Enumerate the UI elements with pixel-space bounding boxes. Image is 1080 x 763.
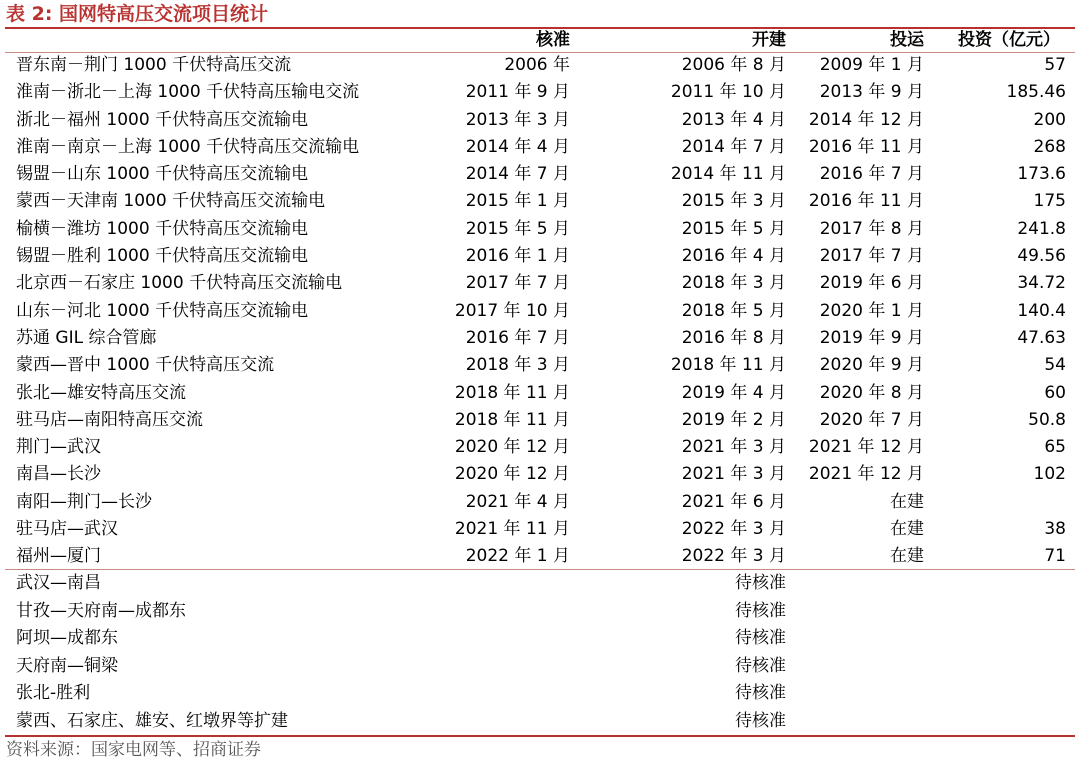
table-row: [0, 516, 1080, 543]
investment-value: 50.8: [1028, 409, 1066, 430]
table-row: [0, 79, 1080, 106]
start-date: 2022 年 3 月: [681, 546, 786, 567]
table-row: [0, 543, 1080, 570]
project-name: 山东－河北 1000 千伏特高压交流输电: [16, 300, 309, 321]
table-row: [0, 188, 1080, 215]
start-date: 2021 年 6 月: [681, 491, 786, 512]
table-row: [0, 434, 1080, 461]
project-name: 北京西－石家庄 1000 千伏特高压交流输电: [16, 273, 343, 294]
investment-value: 71: [1044, 546, 1066, 567]
project-name: 天府南—铜梁: [16, 655, 118, 676]
start-date: 2015 年 3 月: [681, 191, 786, 212]
investment-value: 49.56: [1017, 246, 1066, 267]
operation-date: 2019 年 9 月: [819, 327, 924, 348]
approval-date: 2018 年 11 月: [454, 382, 570, 403]
project-table: [0, 52, 1080, 571]
operation-date: 2021 年 12 月: [808, 437, 924, 458]
status-text: 待核准: [735, 600, 786, 621]
approval-date: 2017 年 7 月: [465, 273, 570, 294]
project-name: 淮南－浙北－上海 1000 千伏特高压输电交流: [16, 82, 360, 103]
project-name: 南昌—长沙: [16, 464, 101, 485]
source-note: 资料来源：国家电网等、招商证券: [6, 740, 261, 760]
table-row: [0, 107, 1080, 134]
approval-date: 2013 年 3 月: [465, 109, 570, 130]
project-name: 锡盟－胜利 1000 千伏特高压交流输电: [16, 246, 309, 267]
operation-date: 2017 年 7 月: [819, 246, 924, 267]
bottom-rule: [5, 735, 1075, 737]
start-date: 2018 年 3 月: [681, 273, 786, 294]
project-name: 蒙西、石家庄、雄安、红墩界等扩建: [16, 710, 288, 731]
start-date: 2013 年 4 月: [681, 109, 786, 130]
table-row: [0, 243, 1080, 270]
start-date: 2019 年 4 月: [681, 382, 786, 403]
status-text: 待核准: [735, 655, 786, 676]
table-row: [0, 134, 1080, 161]
start-date: 2015 年 5 月: [681, 218, 786, 239]
investment-value: 200: [1033, 109, 1066, 130]
investment-value: 47.63: [1017, 327, 1066, 348]
operation-date: 2020 年 9 月: [819, 355, 924, 376]
project-name: 甘孜—天府南—成都东: [16, 600, 186, 621]
approval-date: 2018 年 11 月: [454, 409, 570, 430]
investment-value: 268: [1033, 136, 1066, 157]
table-row: [0, 216, 1080, 243]
project-name: 苏通 GIL 综合管廊: [16, 327, 157, 348]
approval-date: 2017 年 10 月: [454, 300, 570, 321]
investment-value: 185.46: [1006, 82, 1066, 103]
start-date: 2016 年 8 月: [681, 327, 786, 348]
project-name: 锡盟－山东 1000 千伏特高压交流输电: [16, 164, 309, 185]
approval-date: 2015 年 1 月: [465, 191, 570, 212]
header-approval: 核准: [536, 30, 570, 50]
approval-date: 2014 年 7 月: [465, 164, 570, 185]
approval-date: 2016 年 7 月: [465, 327, 570, 348]
operation-date: 2021 年 12 月: [808, 464, 924, 485]
status-text: 待核准: [735, 683, 786, 703]
operation-date: 在建: [890, 519, 924, 540]
table-row: [0, 708, 1080, 736]
operation-date: 2014 年 12 月: [808, 109, 924, 130]
investment-value: 241.8: [1017, 218, 1066, 239]
project-name: 蒙西—晋中 1000 千伏特高压交流: [16, 355, 275, 376]
investment-value: 38: [1044, 519, 1066, 540]
investment-value: 60: [1044, 382, 1066, 403]
start-date: 2022 年 3 月: [681, 519, 786, 540]
start-date: 2018 年 5 月: [681, 300, 786, 321]
investment-value: 65: [1044, 437, 1066, 458]
table-row: [0, 270, 1080, 297]
project-name: 驻马店—南阳特高压交流: [16, 409, 203, 430]
approval-date: 2006 年: [504, 55, 570, 75]
table-row: [0, 625, 1080, 653]
table-row: [0, 489, 1080, 516]
start-date: 2018 年 11 月: [670, 355, 786, 376]
investment-value: 57: [1044, 55, 1066, 75]
table-row: [0, 461, 1080, 488]
table-row: [0, 380, 1080, 407]
pending-table: [0, 570, 1080, 735]
project-name: 阿坝—成都东: [16, 628, 118, 648]
approval-date: 2016 年 1 月: [465, 246, 570, 267]
table-row: [0, 298, 1080, 325]
approval-date: 2021 年 11 月: [454, 519, 570, 540]
investment-value: 173.6: [1017, 164, 1066, 185]
status-text: 待核准: [735, 573, 786, 593]
header-investment: 投资（亿元）: [958, 30, 1060, 50]
project-name: 南阳—荆门—长沙: [16, 491, 152, 512]
project-name: 蒙西－天津南 1000 千伏特高压交流输电: [16, 191, 326, 212]
header-operation: 投运: [890, 30, 924, 50]
operation-date: 2020 年 1 月: [819, 300, 924, 321]
operation-date: 2016 年 11 月: [808, 136, 924, 157]
table-row: [0, 653, 1080, 681]
project-name: 榆横－潍坊 1000 千伏特高压交流输电: [16, 218, 309, 239]
investment-value: 175: [1033, 191, 1066, 212]
header-start: 开建: [752, 30, 786, 50]
start-date: 2014 年 7 月: [681, 136, 786, 157]
investment-value: 140.4: [1017, 300, 1066, 321]
approval-date: 2015 年 5 月: [465, 218, 570, 239]
operation-date: 2020 年 7 月: [819, 409, 924, 430]
operation-date: 2017 年 8 月: [819, 218, 924, 239]
table-row: [0, 52, 1080, 79]
investment-value: 102: [1033, 464, 1066, 485]
status-text: 待核准: [735, 710, 786, 731]
operation-date: 在建: [890, 546, 924, 567]
table-row: [0, 352, 1080, 379]
project-name: 荆门—武汉: [16, 437, 101, 458]
table-title: 表 2: 国网特高压交流项目统计: [6, 3, 269, 25]
operation-date: 2013 年 9 月: [819, 82, 924, 103]
project-name: 武汉—南昌: [16, 573, 101, 593]
operation-date: 在建: [890, 491, 924, 512]
start-date: 2019 年 2 月: [681, 409, 786, 430]
operation-date: 2016 年 11 月: [808, 191, 924, 212]
start-date: 2006 年 8 月: [681, 55, 786, 75]
project-name: 浙北－福州 1000 千伏特高压交流输电: [16, 109, 309, 130]
project-name: 张北—雄安特高压交流: [16, 382, 186, 403]
start-date: 2014 年 11 月: [670, 164, 786, 185]
project-name: 晋东南－荆门 1000 千伏特高压交流: [16, 55, 292, 75]
start-date: 2021 年 3 月: [681, 464, 786, 485]
approval-date: 2022 年 1 月: [465, 546, 570, 567]
project-name: 驻马店—武汉: [16, 519, 118, 540]
approval-date: 2021 年 4 月: [465, 491, 570, 512]
investment-value: 34.72: [1017, 273, 1066, 294]
operation-date: 2019 年 6 月: [819, 273, 924, 294]
operation-date: 2020 年 8 月: [819, 382, 924, 403]
approval-date: 2011 年 9 月: [465, 82, 570, 103]
table-row: [0, 325, 1080, 352]
operation-date: 2009 年 1 月: [819, 55, 924, 75]
project-name: 福州—厦门: [16, 546, 101, 567]
project-name: 张北-胜利: [16, 683, 91, 703]
approval-date: 2014 年 4 月: [465, 136, 570, 157]
approval-date: 2020 年 12 月: [454, 437, 570, 458]
approval-date: 2018 年 3 月: [465, 355, 570, 376]
operation-date: 2016 年 7 月: [819, 164, 924, 185]
investment-value: 54: [1044, 355, 1066, 376]
start-date: 2016 年 4 月: [681, 246, 786, 267]
table-row: [0, 161, 1080, 188]
table-row: [0, 598, 1080, 626]
table-row: [0, 570, 1080, 598]
start-date: 2011 年 10 月: [670, 82, 786, 103]
project-name: 淮南－南京－上海 1000 千伏特高压交流输电: [16, 136, 360, 157]
table-row: [0, 680, 1080, 708]
start-date: 2021 年 3 月: [681, 437, 786, 458]
status-text: 待核准: [735, 628, 786, 648]
approval-date: 2020 年 12 月: [454, 464, 570, 485]
table-row: [0, 407, 1080, 434]
